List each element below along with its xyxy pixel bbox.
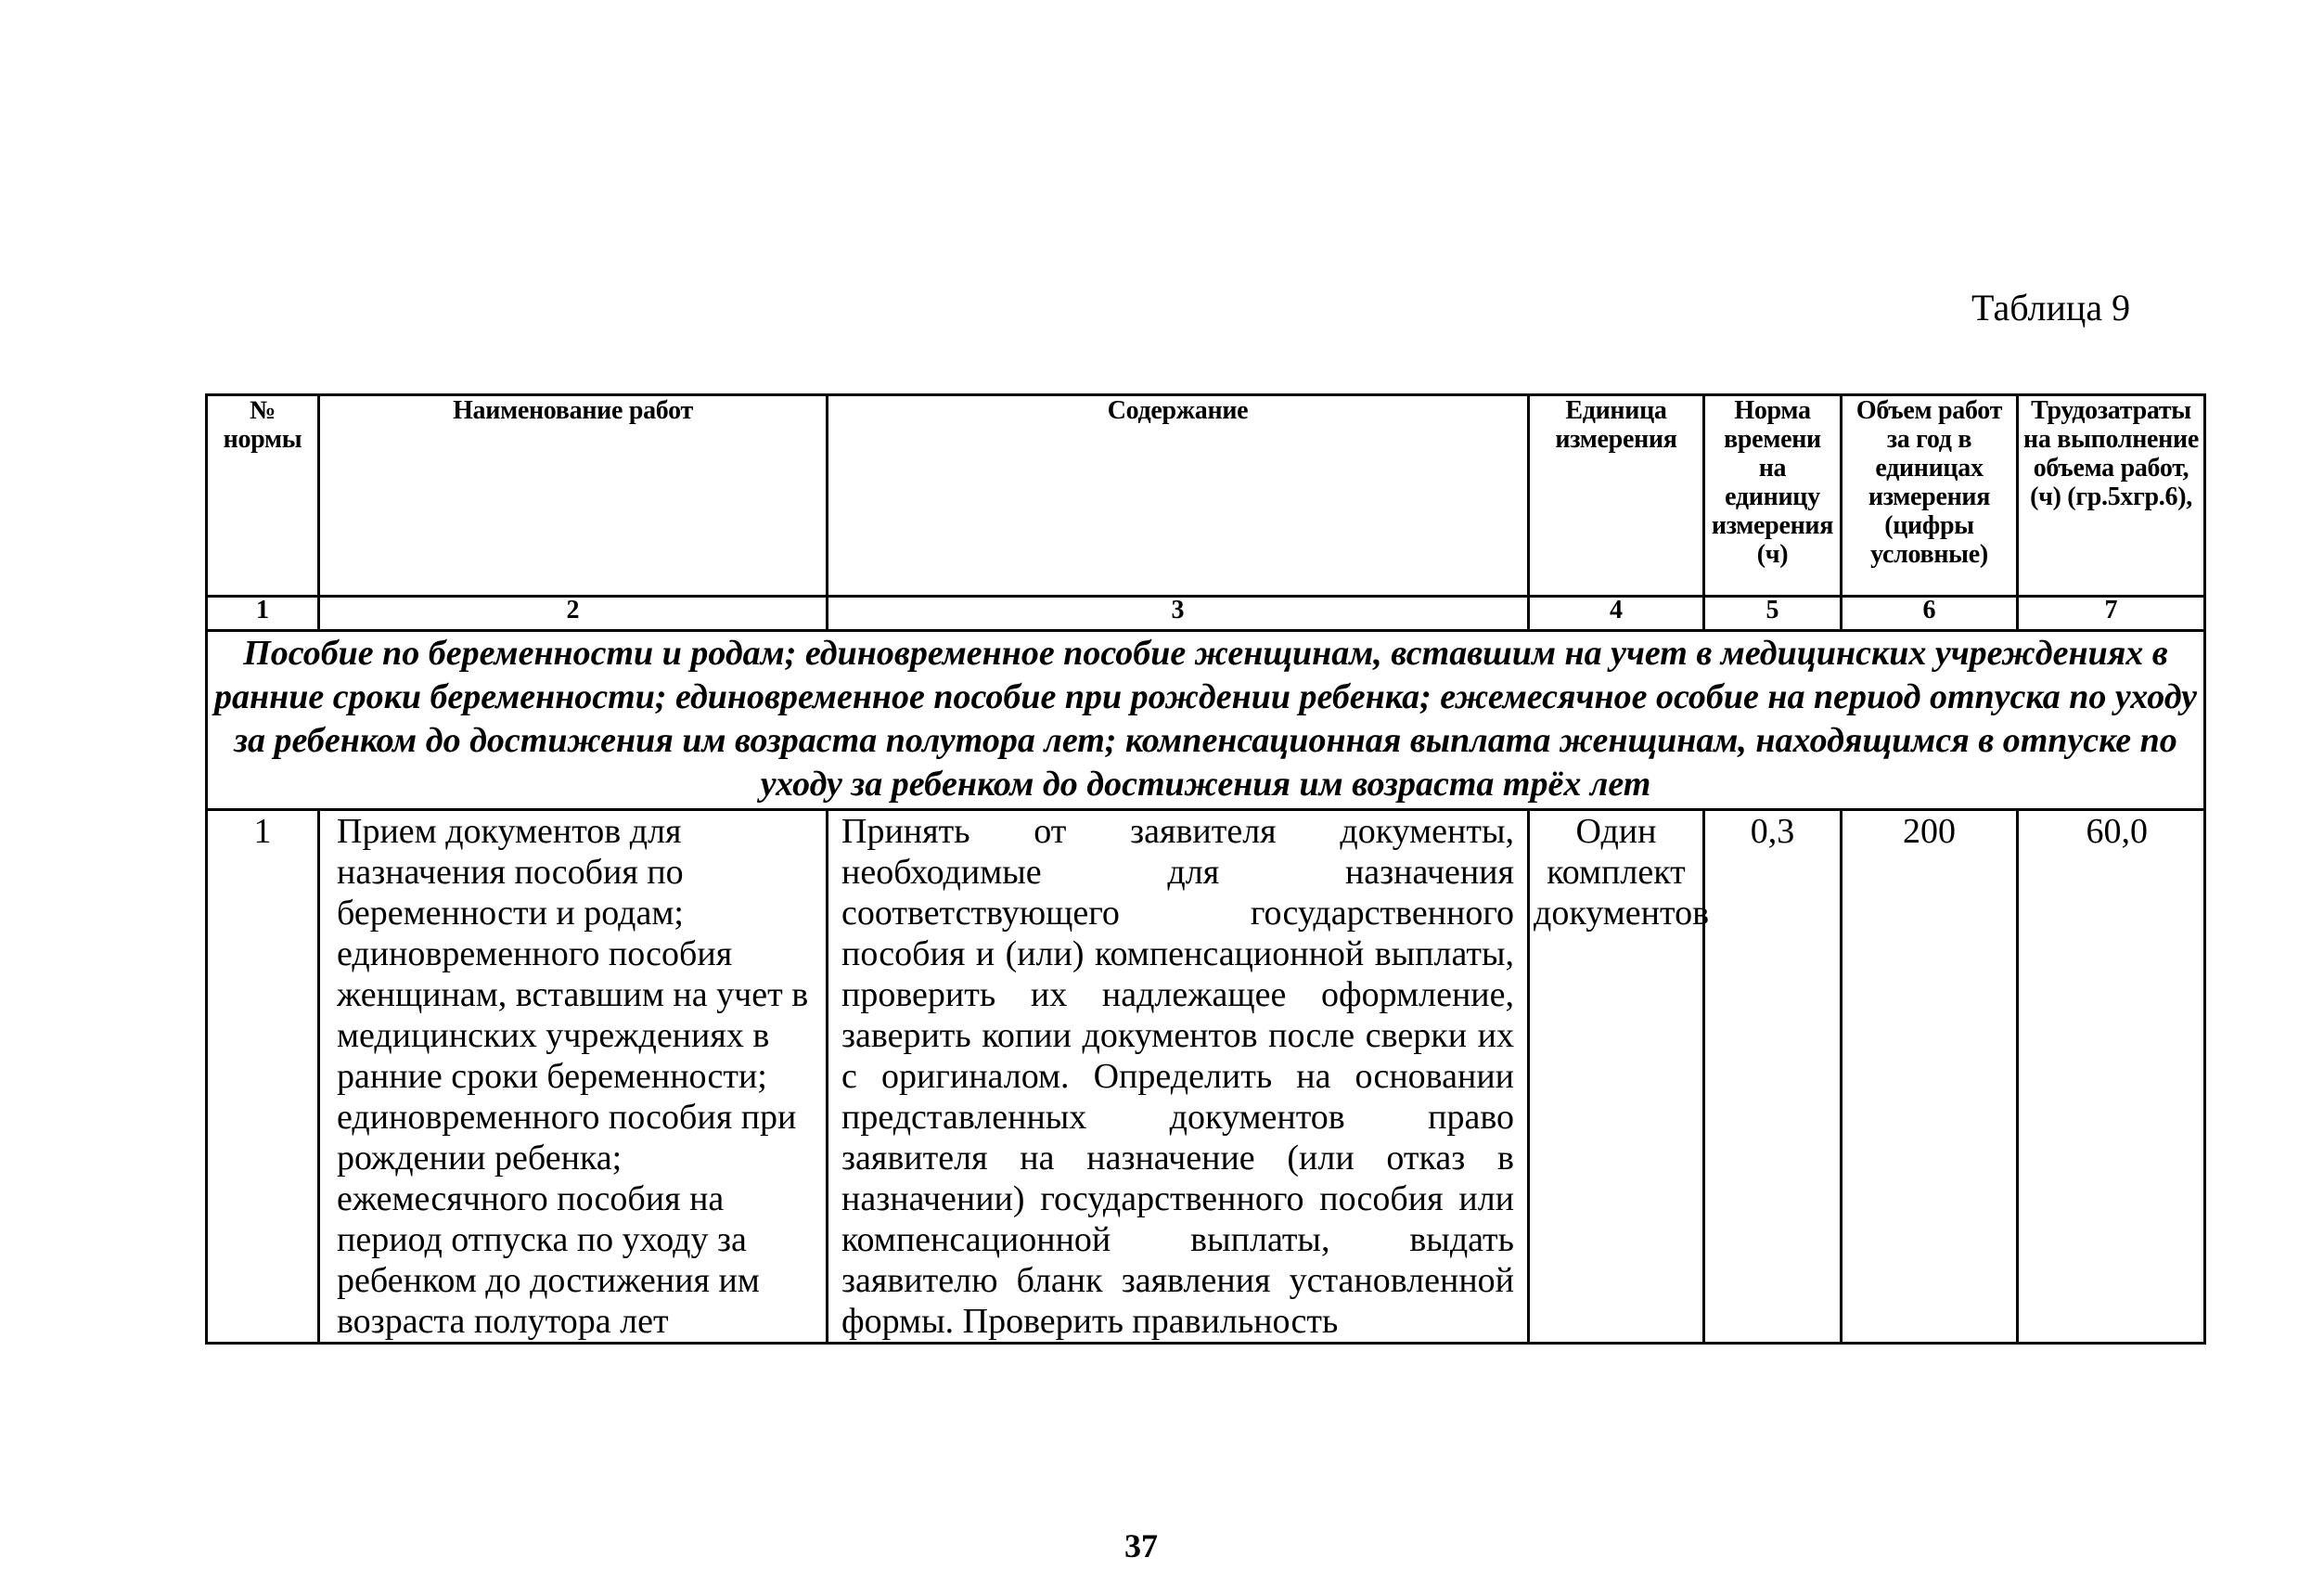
header-volume: Объем работ за год в единицах измерения (цифры условные) — [1842, 395, 2018, 597]
norms-table — [205, 393, 2206, 1345]
header-name: Наименование работ — [319, 395, 828, 597]
header-time-norm: Норма времени на единицу измерения (ч) — [1704, 395, 1842, 597]
column-number: 2 — [319, 597, 828, 631]
column-number-row — [207, 597, 2205, 631]
row-content: Принять от заявителя документы, необходимые для назначения соответствующего государственного пособия и (или) компенсационной выплаты, проверить их надлежащее оформление, заверить копии документов после сверки их с оригиналом. Определить на основании представленных документов право заявителя на назначение (или отказ в назначении) государственного пособия или компенсационной выплаты, выдать заявителю бланк заявления установленной формы. Проверить правильность — [828, 810, 1529, 1344]
row-labor: 60,0 — [2018, 810, 2205, 1344]
header-labor: Трудозатраты на выполнение объема работ, (ч) (гр.5хгр.6), — [2018, 395, 2205, 597]
table-title: Таблица 9 — [1971, 287, 2131, 328]
header-content: Содержание — [828, 395, 1529, 597]
column-number: 4 — [1529, 597, 1704, 631]
table-row — [207, 810, 2205, 1344]
row-unit: Один комплект документов — [1529, 810, 1704, 1344]
column-number: 1 — [207, 597, 319, 631]
column-number: 7 — [2018, 597, 2205, 631]
section-row — [207, 631, 2205, 810]
column-number: 6 — [1842, 597, 2018, 631]
row-volume: 200 — [1842, 810, 2018, 1344]
header-number: № нормы — [207, 395, 319, 597]
header-row — [207, 395, 2205, 597]
page-number: 37 — [1124, 1527, 1158, 1564]
column-number: 3 — [828, 597, 1529, 631]
row-time-norm: 0,3 — [1704, 810, 1842, 1344]
row-number: 1 — [207, 810, 319, 1344]
section-title: Пособие по беременности и родам; единовременное пособие женщинам, вставшим на учет в медицинских учреждениях в ранние сроки беременности; единовременное пособие при рождении ребенка; ежемесячное особие на период отпуска по уходу за ребенком до достижения им возраста полутора лет; компенсационная выплата женщинам, находящимся в отпуске по уходу за ребенком до достижения им возраста трёх лет — [207, 631, 2205, 810]
header-unit: Единица измерения — [1529, 395, 1704, 597]
row-name: Прием документов для назначения пособия по беременности и родам; единовременного пособия женщинам, вставшим на учет в медицинских учреждениях в ранние сроки беременности; единовременного пособия при рождении ребенка; ежемесячного пособия на период отпуска по уходу за ребенком до достижения им возраста полутора лет — [319, 810, 828, 1344]
column-number: 5 — [1704, 597, 1842, 631]
